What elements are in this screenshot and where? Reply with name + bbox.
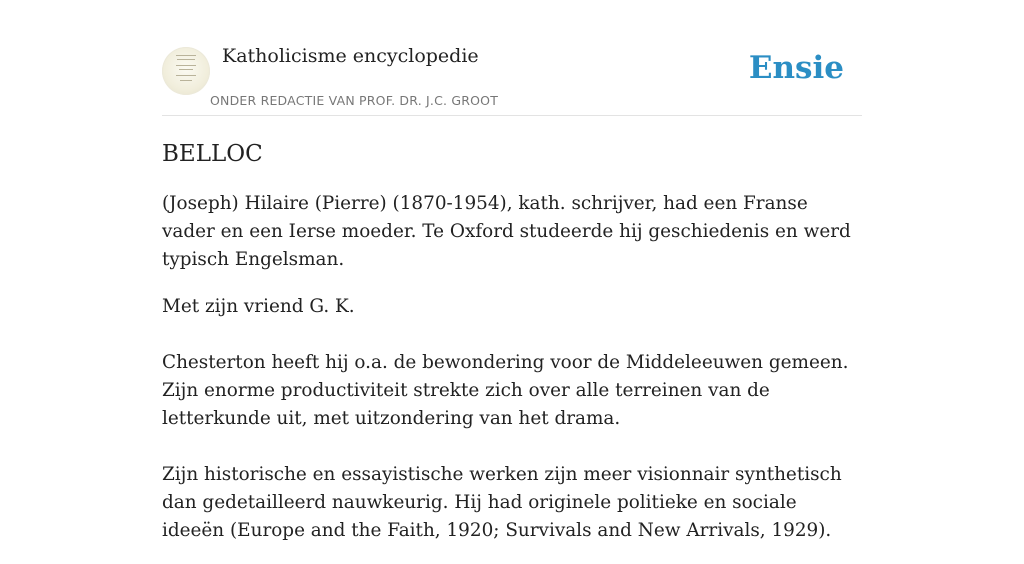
article-paragraph: Chesterton heeft hij o.a. de bewondering voor de Middeleeuwen gemeen. Zijn enorme productiviteit strekte zich over alle terreinen van de letterkunde uit, met uitzondering van het drama.	[162, 352, 849, 429]
brand-logo-link[interactable]: Ensie	[748, 50, 844, 86]
article-paragraph: Met zijn vriend G. K.	[162, 296, 355, 317]
article-paragraph: (Joseph) Hilaire (Pierre) (1870-1954), kath. schrijver, had een Franse vader en een Ierse moeder. Te Oxford studeerde hij geschiedenis en werd typisch Engelsman.	[162, 193, 851, 270]
site-header	[162, 0, 862, 116]
article-headword: BELLOC	[162, 141, 263, 167]
article-content	[162, 138, 862, 564]
article-paragraph: Zijn historische en essayistische werken zijn meer visionnair synthetisch dan gedetailleerd nauwkeurig. Hij had originele politieke en sociale ideeën (Europe and the Faith, 1920; Survivals and New Arrivals, 1929).	[162, 464, 842, 541]
publication-title[interactable]: Katholicisme encyclopedie	[222, 45, 479, 67]
publication-subtitle: ONDER REDACTIE VAN PROF. DR. J.C. GROOT	[210, 93, 499, 108]
book-cover-icon[interactable]	[162, 47, 210, 95]
